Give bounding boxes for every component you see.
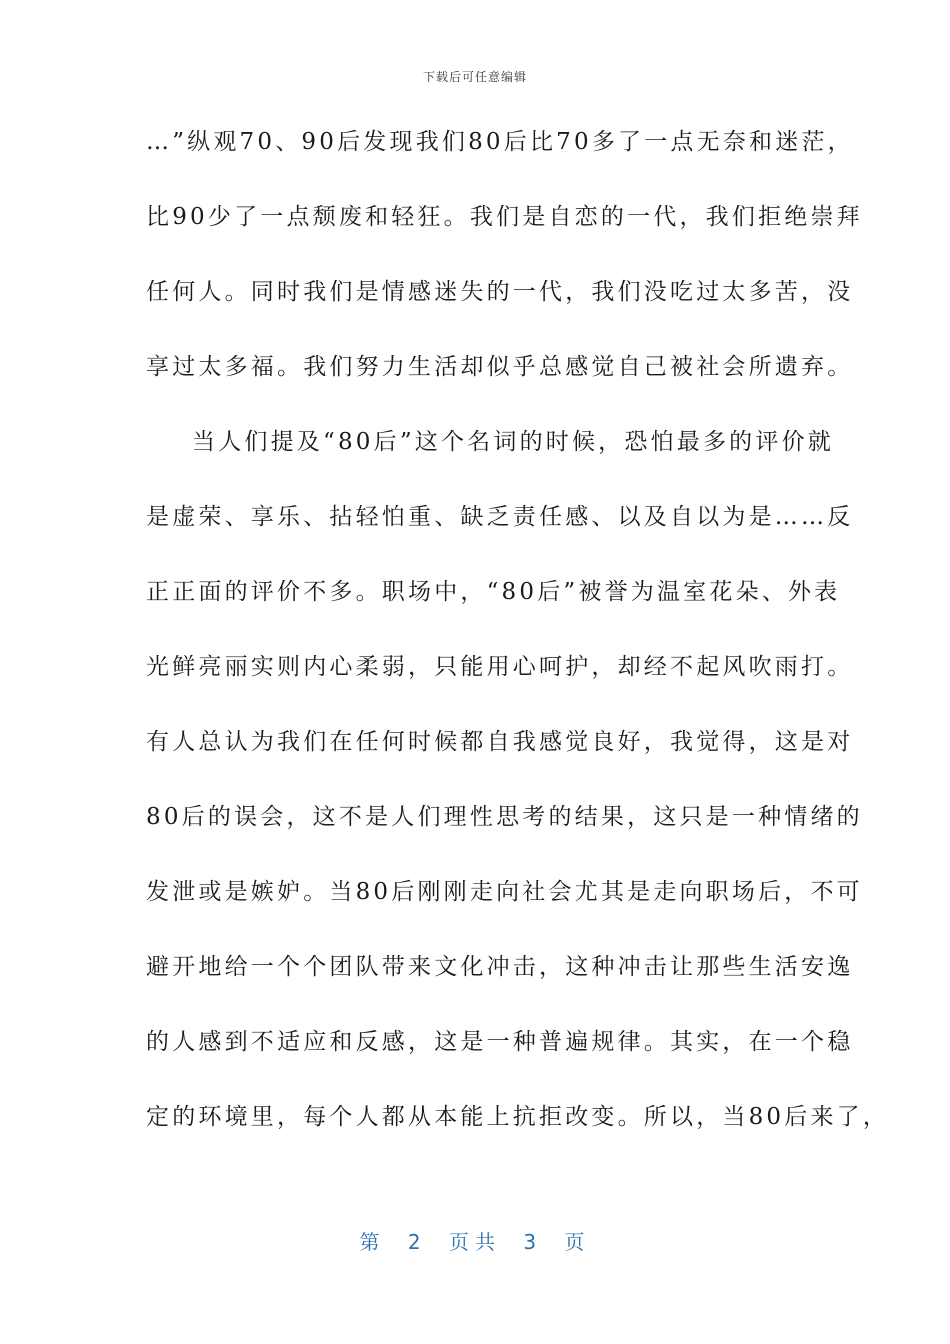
body-line: 享过太多福。我们努力生活却似乎总感觉自己被社会所遗弃。 (146, 354, 854, 380)
body-line: 任何人。同时我们是情感迷失的一代，我们没吃过太多苦，没 (146, 279, 854, 305)
paragraph-start-line: 当人们提及“80后”这个名词的时候，恐怕最多的评价就 (192, 429, 834, 455)
header-note: 下载后可任意编辑 (422, 70, 527, 84)
body-line: 的人感到不适应和反感，这是一种普遍规律。其实，在一个稳 (146, 1029, 854, 1055)
body-line: 是虚荣、享乐、拈轻怕重、缺乏责任感、以及自以为是……反 (146, 504, 854, 530)
body-line: 比90少了一点颓废和轻狂。我们是自恋的一代，我们拒绝崇拜 (146, 204, 863, 230)
body-line: 光鲜亮丽实则内心柔弱，只能用心呵护，却经不起风吹雨打。 (146, 654, 854, 680)
body-line: 正正面的评价不多。职场中，“80后”被誉为温室花朵、外表 (146, 579, 841, 605)
body-line: 发泄或是嫉妒。当80后刚刚走向社会尤其是走向职场后，不可 (146, 879, 863, 905)
body-line: 定的环境里，每个人都从本能上抗拒改变。所以，当80后来了， (146, 1104, 890, 1130)
document-body (146, 122, 890, 1172)
body-line: 有人总认为我们在任何时候都自我感觉良好，我觉得，这是对 (146, 729, 854, 755)
body-line: 避开地给一个个团队带来文化冲击，这种冲击让那些生活安逸 (146, 954, 854, 980)
body-line: 80后的误会，这不是人们理性思考的结果，这只是一种情绪的 (146, 804, 863, 830)
body-line: …”纵观70、90后发现我们80后比70多了一点无奈和迷茫， (146, 129, 854, 155)
page-number-footer: 第 2 页共 3 页 (359, 1230, 591, 1254)
